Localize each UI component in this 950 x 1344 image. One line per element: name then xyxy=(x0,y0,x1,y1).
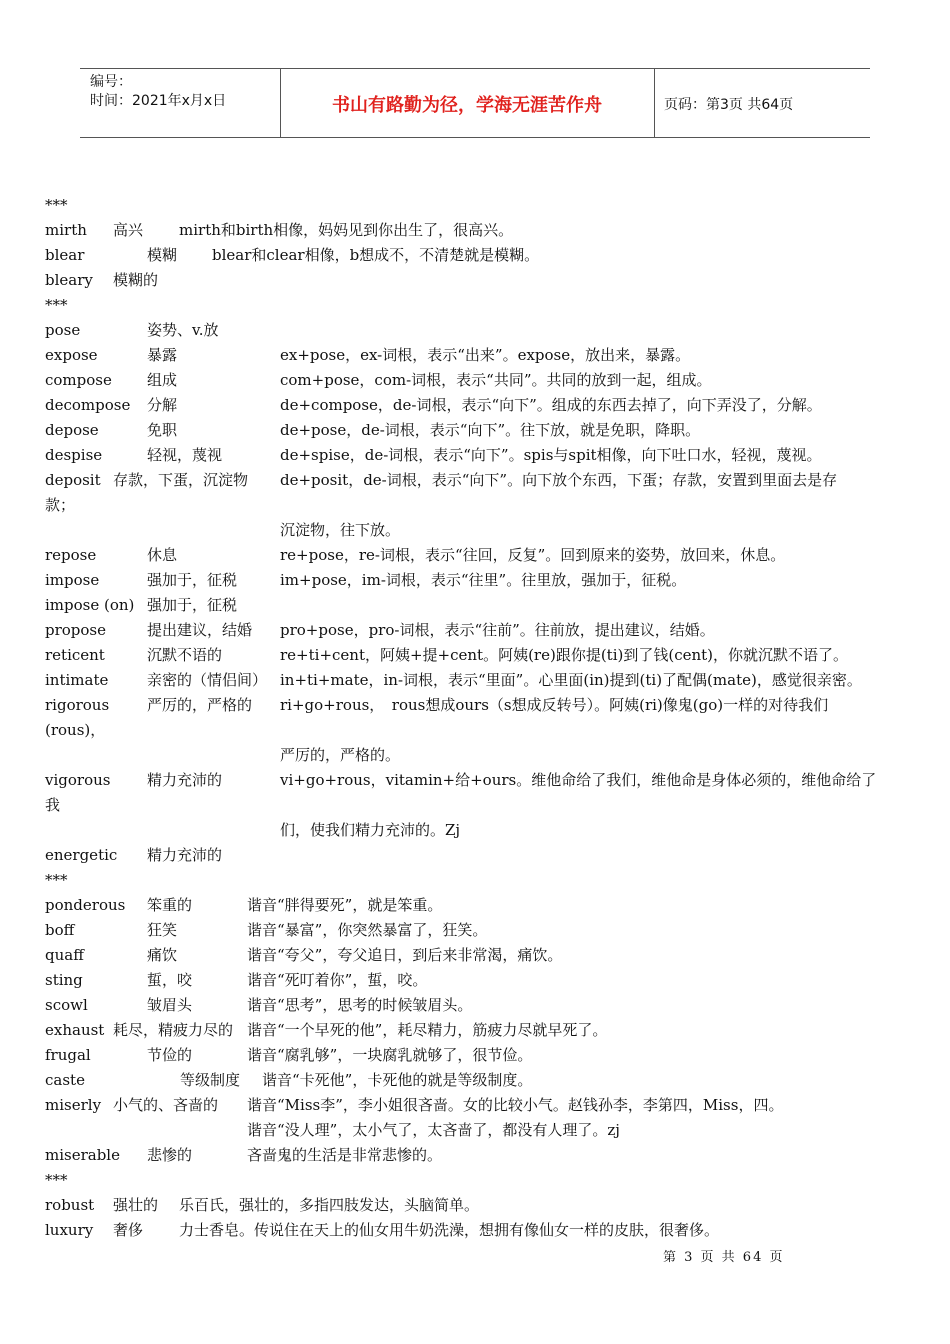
text-line: 沉淀物，往下放。 xyxy=(280,521,401,539)
mnemonic: 吝啬鬼的生活是非常悲惨的。 xyxy=(247,1146,443,1164)
meaning: 沉默不语的 xyxy=(147,646,223,664)
word: boff xyxy=(45,921,75,939)
vocab-entry xyxy=(45,243,907,268)
mnemonic: in+ti+mate，in-词根，表示“里面”。心里面(in)提到(ti)了配偶(mate)，感觉很亲密。 xyxy=(280,671,862,689)
word: ponderous xyxy=(45,896,126,914)
word: pose xyxy=(45,321,81,339)
word: impose (on) xyxy=(45,596,135,614)
mnemonic: 谐音“死叮着你”，蜇，咬。 xyxy=(247,971,428,989)
header-divider xyxy=(654,69,655,137)
word: impose xyxy=(45,571,100,589)
vocab-entry xyxy=(45,393,907,418)
vocab-entry xyxy=(45,693,907,718)
text-line: (rous)， xyxy=(45,721,106,739)
word: mirth xyxy=(45,221,87,239)
word: robust xyxy=(45,1196,95,1214)
word: scowl xyxy=(45,996,88,1014)
vocab-entry xyxy=(45,918,907,943)
meaning: 亲密的（情侣间） xyxy=(147,671,268,689)
word: miserable xyxy=(45,1146,120,1164)
header-meta xyxy=(90,73,226,111)
meaning: 狂笑 xyxy=(147,921,178,939)
word: quaff xyxy=(45,946,84,964)
text-line: 们，使我们精力充沛的。Zj xyxy=(280,821,461,839)
meaning: 小气的、吝啬的 xyxy=(113,1096,219,1114)
word: miserly xyxy=(45,1096,102,1114)
header-page-info: 页码：第3页 共64页 xyxy=(664,97,794,113)
vocab-entry xyxy=(45,218,907,243)
vocab-entry xyxy=(45,943,907,968)
separator xyxy=(45,193,907,218)
word: despise xyxy=(45,446,103,464)
word: reticent xyxy=(45,646,105,664)
page-header xyxy=(80,68,870,138)
vocab-entry xyxy=(45,418,907,443)
text-line: 款； xyxy=(45,496,76,514)
mnemonic: 谐音“思考”，思考的时候皱眉头。 xyxy=(247,996,473,1014)
word: rigorous xyxy=(45,696,110,714)
mnemonic: 谐音“一个早死的他”，耗尽精力，筋疲力尽就早死了。 xyxy=(247,1021,608,1039)
vocab-entry xyxy=(45,968,907,993)
vocab-entry xyxy=(45,343,907,368)
vocab-entry xyxy=(45,893,907,918)
vocab-entry xyxy=(45,643,907,668)
continuation-text xyxy=(45,818,907,843)
word: deposit xyxy=(45,471,101,489)
vocab-entry xyxy=(45,1193,907,1218)
mnemonic: com+pose，com-词根，表示“共同”。共同的放到一起，组成。 xyxy=(280,371,712,389)
text-line: *** xyxy=(45,1171,68,1189)
word: sting xyxy=(45,971,83,989)
mnemonic: de+posit，de-词根，表示“向下”。向下放个东西，下蛋；存款，安置到里面去是存 xyxy=(280,471,838,489)
text-line: *** xyxy=(45,871,68,889)
mnemonic: 谐音“暴富”，你突然暴富了，狂笑。 xyxy=(247,921,488,939)
vocab-entry xyxy=(45,1143,907,1168)
vocab-entry xyxy=(45,843,907,868)
mnemonic: im+pose，im-词根，表示“往里”。往里放，强加于，征税。 xyxy=(280,571,687,589)
vocab-entry xyxy=(45,1218,907,1243)
word: decompose xyxy=(45,396,131,414)
mnemonic: 力士香皂。传说住在天上的仙女用牛奶洗澡，想拥有像仙女一样的皮肤，很奢侈。 xyxy=(179,1221,720,1239)
mnemonic: mirth和birth相像，妈妈见到你出生了，很高兴。 xyxy=(179,221,514,239)
vocabulary-list xyxy=(45,193,907,1243)
meaning: 蜇，咬 xyxy=(147,971,193,989)
vocab-entry xyxy=(45,1093,907,1118)
mnemonic: 谐音“胖得要死”，就是笨重。 xyxy=(247,896,443,914)
text-line: 谐音“没人理”，太小气了，太吝啬了，都没有人理了。zj xyxy=(247,1121,620,1139)
mnemonic: ex+pose，ex-词根，表示“出来”。expose，放出来，暴露。 xyxy=(280,346,691,364)
word: repose xyxy=(45,546,97,564)
vocab-entry xyxy=(45,1068,907,1093)
text-line: *** xyxy=(45,296,68,314)
meaning: 轻视，蔑视 xyxy=(147,446,223,464)
vocab-entry xyxy=(45,368,907,393)
meaning: 姿势、v.放 xyxy=(147,321,219,339)
page-footer: 第 3 页 共 64 页 xyxy=(663,1250,785,1265)
vocab-entry xyxy=(45,318,907,343)
vocab-entry xyxy=(45,443,907,468)
mnemonic: pro+pose，pro-词根，表示“往前”。往前放，提出建议，结婚。 xyxy=(280,621,715,639)
vocab-entry xyxy=(45,593,907,618)
meaning: 存款，下蛋，沉淀物 xyxy=(113,471,249,489)
mnemonic: vi+go+rous，vitamin+给+ours。维他命给了我们，维他命是身体必须的，维他命给了 xyxy=(280,771,877,789)
vocab-entry xyxy=(45,1018,907,1043)
mnemonic: 谐音“夸父”，夸父追日，到后来非常渴，痛饮。 xyxy=(247,946,563,964)
meaning: 模糊 xyxy=(147,246,178,264)
text-line: 我 xyxy=(45,796,61,814)
mnemonic: blear和clear相像，b想成不，不清楚就是模糊。 xyxy=(212,246,540,264)
word: propose xyxy=(45,621,107,639)
word: blear xyxy=(45,246,85,264)
vocab-entry xyxy=(45,668,907,693)
wrapped-text xyxy=(45,718,907,743)
mnemonic: re+ti+cent，阿姨+提+cent。阿姨(re)跟你提(ti)到了钱(cent)，你就沉默不语了。 xyxy=(280,646,849,664)
meaning: 精力充沛的 xyxy=(147,846,223,864)
mnemonic: 谐音“卡死他”，卡死他的就是等级制度。 xyxy=(262,1071,533,1089)
mnemonic: 谐音“Miss李”，李小姐很吝啬。女的比较小气。赵钱孙李，李第四，Miss，四。 xyxy=(247,1096,784,1114)
separator xyxy=(45,868,907,893)
word: frugal xyxy=(45,1046,91,1064)
meaning: 皱眉头 xyxy=(147,996,193,1014)
wrapped-text xyxy=(45,793,907,818)
word: energetic xyxy=(45,846,118,864)
mnemonic: 谐音“腐乳够”，一块腐乳就够了，很节俭。 xyxy=(247,1046,533,1064)
meaning: 模糊的 xyxy=(113,271,159,289)
meaning: 强加于，征税 xyxy=(147,596,238,614)
meaning: 免职 xyxy=(147,421,178,439)
meaning: 提出建议，结婚 xyxy=(147,621,253,639)
vocab-entry xyxy=(45,993,907,1018)
meaning: 耗尽，精疲力尽的 xyxy=(113,1021,234,1039)
separator xyxy=(45,293,907,318)
meaning: 暴露 xyxy=(147,346,178,364)
word: depose xyxy=(45,421,99,439)
document-date: 时间：2021年x月x日 xyxy=(90,93,227,109)
meaning: 精力充沛的 xyxy=(147,771,223,789)
meaning: 笨重的 xyxy=(147,896,193,914)
vocab-entry xyxy=(45,268,907,293)
mnemonic: 乐百氏，强壮的，多指四肢发达，头脑简单。 xyxy=(179,1196,480,1214)
meaning: 节俭的 xyxy=(147,1046,193,1064)
vocab-entry xyxy=(45,618,907,643)
word: expose xyxy=(45,346,98,364)
continuation-text xyxy=(45,518,907,543)
word: caste xyxy=(45,1071,85,1089)
meaning: 分解 xyxy=(147,396,178,414)
meaning: 等级制度 xyxy=(180,1071,241,1089)
word: exhaust xyxy=(45,1021,105,1039)
mnemonic: ri+go+rous， rous想成ours（s想成反转号）。阿姨(ri)像鬼(go)一样的对待我们 xyxy=(280,696,829,714)
vocab-entry xyxy=(45,768,907,793)
continuation-text xyxy=(45,743,907,768)
vocab-entry xyxy=(45,568,907,593)
vocab-entry xyxy=(45,543,907,568)
wrapped-text xyxy=(45,493,907,518)
meaning: 强加于，征税 xyxy=(147,571,238,589)
continuation-text xyxy=(45,1118,907,1143)
word: bleary xyxy=(45,271,93,289)
mnemonic: de+spise，de-词根，表示“向下”。spis与spit相像，向下吐口水，轻视，蔑视。 xyxy=(280,446,822,464)
meaning: 组成 xyxy=(147,371,178,389)
word: luxury xyxy=(45,1221,94,1239)
meaning: 严厉的，严格的 xyxy=(147,696,253,714)
meaning: 休息 xyxy=(147,546,178,564)
document-number-label: 编号： xyxy=(90,74,132,90)
vocab-entry xyxy=(45,468,907,493)
vocab-entry xyxy=(45,1043,907,1068)
separator xyxy=(45,1168,907,1193)
mnemonic: de+compose，de-词根，表示“向下”。组成的东西去掉了，向下弄没了，分解。 xyxy=(280,396,822,414)
mnemonic: re+pose，re-词根，表示“往回，反复”。回到原来的姿势，放回来，休息。 xyxy=(280,546,786,564)
text-line: 严厉的，严格的。 xyxy=(280,746,401,764)
meaning: 悲惨的 xyxy=(147,1146,193,1164)
meaning: 奢侈 xyxy=(113,1221,144,1239)
text-line: *** xyxy=(45,196,68,214)
word: compose xyxy=(45,371,112,389)
meaning: 强壮的 xyxy=(113,1196,159,1214)
mnemonic: de+pose，de-词根，表示“向下”。往下放，就是免职，降职。 xyxy=(280,421,701,439)
meaning: 痛饮 xyxy=(147,946,178,964)
meaning: 高兴 xyxy=(113,221,144,239)
header-motto: 书山有路勤为径，学海无涯苦作舟 xyxy=(332,95,602,116)
word: vigorous xyxy=(45,771,111,789)
word: intimate xyxy=(45,671,109,689)
